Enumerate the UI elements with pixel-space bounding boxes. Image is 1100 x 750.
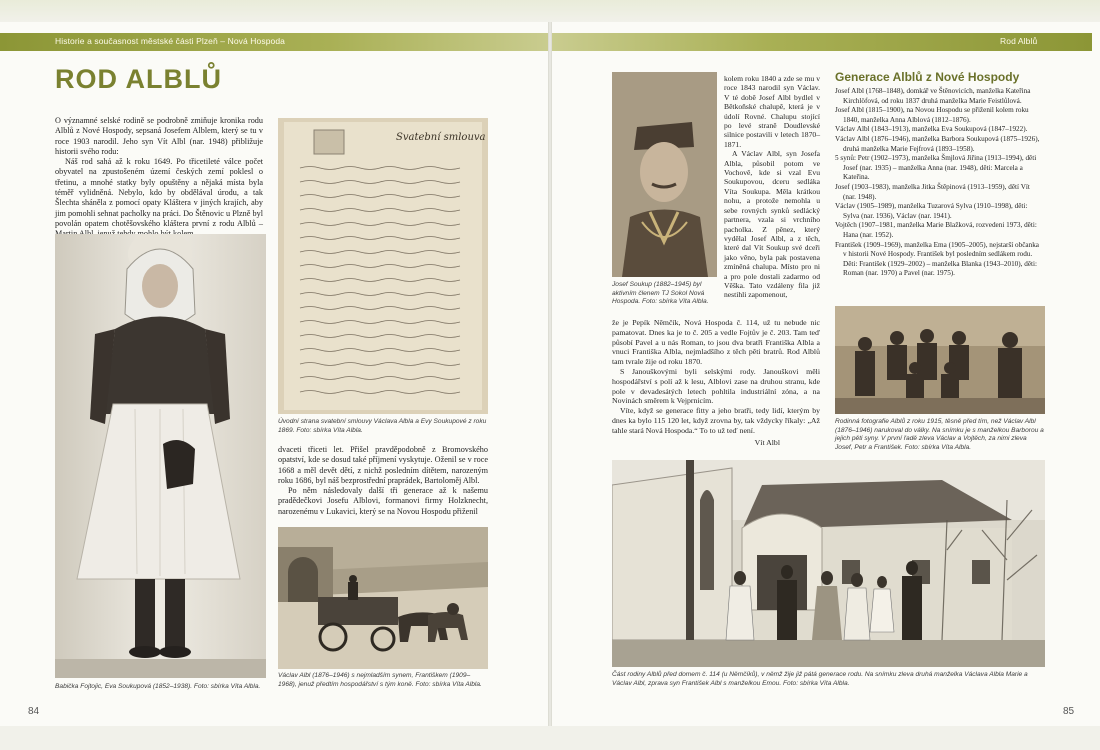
running-header-left: Historie a současnost městské části Plzeň – Nová Hospoda xyxy=(55,36,286,46)
generation-entry: Josef Albl (1768–1848), domkář ve Štěnovicích, manželka Kateřina Kirchlöfová, od roku 1837 druhá manželka Marie Feistlůlová. xyxy=(835,87,1031,105)
left-text-column xyxy=(55,116,263,240)
photo-document xyxy=(278,118,488,414)
right-paragraph-5: Víte, když se generace fitty a jeho bratři, tedy lidí, kterým by dnes ka bylo 115 120 let, když zrovna by, tak vždycky říkaly: „Až tahle stará Nová Hospoda.“ To to už teď není. xyxy=(612,406,820,435)
photo-family xyxy=(835,306,1045,414)
right-paragraph-4: S Janouškovými byli selskými rody. Janouškovi měli hospodářství s polí až k lesu, Alblovi zase na druhou stranu, kde pole v devadesátých letech pohltila industriální zóna, a na Novinách směrem k Vejprnicím. xyxy=(612,366,820,406)
woman-figure xyxy=(55,234,266,678)
generation-entry: Josef Albl (1815–1900), na Novou Hospodu se přiženil kolem roku 1840, manželka Anna Alblová (1812–1876). xyxy=(835,106,1029,124)
family-group xyxy=(835,306,1045,414)
caption-house: Část rodiny Alblů před domem č. 114 (u Němčíků), v němž žije již pátá generace rodu. Na snímku zleva druhá manželka Václava Albla Marie a Václav Albl, zprava syn František Albl s manželkou Emou. Foto: sbírka Víta Albla. xyxy=(612,671,1028,687)
gutter xyxy=(548,22,552,726)
middle-text-column xyxy=(278,445,488,517)
photo-wagon xyxy=(278,527,488,669)
history-paragraph: Náš rod sahá až k roku 1649. Po třicetileté válce počet obyvatel na zpustošeném území českých zemí poklesl o třetinu, a mnohé statky byly opuštěny a nějaká místa byla téměř vylidněná. Nebylo, kdo by obdělával úrodu, a tak Šlechta sháněla z pomocí opaty Kláštera v jiných krajích, aby jim pomohli sehnat pacholky na práci. Do Štěnovic u Plzně byl povolán opatem chotěšovského kláštera první z rodu Alblů – xyxy=(55,157,263,228)
generations-heading: Generace Alblů z Nové Hospody xyxy=(835,70,1020,84)
caption-man: Josef Soukup (1882–1945) byl aktivním členem TJ Sokol Nová Hospoda. Foto: sbírka Víta Albla. xyxy=(612,281,709,305)
photo-house xyxy=(612,460,1045,667)
generation-entry: Josef (1903–1983), manželka Jitka Štěpinová (1913–1959), dětí Vít (nar. 1948). xyxy=(835,182,1030,201)
photo-woman xyxy=(55,234,266,678)
page-number-left: 84 xyxy=(28,706,40,717)
house-with-family xyxy=(612,460,1045,667)
intro-paragraph: O významné selské rodině se podrobně zmiňuje kronika rodu Alblů z Nové Hospody, sepsaná Josefem Alblem, který se tu v roce 1903 narodil. Jeho syn Vít Albl (nar. 1948) přibližuje historii svého rodu: xyxy=(55,116,263,156)
document-heading: Svatební smlouva xyxy=(396,132,486,143)
middle-paragraph-1: dvaceti třiceti let. Přišel pravděpodobně z Bromovského opatství, kde se dosud také příjmení vyskytuje. Oženil se v roce 1668 a měl devět dětí, z nichž posledním dítětem, narozeným roku 1686, byl náš bezprostřední praprádek, Bartoloměj Albl. xyxy=(278,445,488,485)
generation-entry: Václav Albl (1843–1913), manželka Eva Soukupová (1847–1922). xyxy=(835,125,1028,134)
page-number-right: 85 xyxy=(1063,706,1075,717)
generation-entry: František (1909–1969), manželka Ema (1905–2005), nejstarší občanka v historii Nové Hospody. František byl posledním sedlákem rodu. Děti: František (1929–2002) – manželka Blanka (1943–2010), děti: Roman (nar. 1970) a Pavel (nar. 1975). xyxy=(835,240,1039,278)
page-title: ROD ALBLŮ xyxy=(55,64,222,94)
generations-list xyxy=(835,87,1043,279)
caption-woman: Babička Fojtojic, Eva Soukupová (1852–1938). Foto: sbírka Víta Albla. xyxy=(55,683,261,690)
right-paragraph-3: že je Pepík Němčík, Nová Hospoda č. 114, už tu nebude nic pamatovat. Dnes ka je to č. 205 a vedle Fojtův je č. 203. Tam teď působí Pavel a u nás Roman, to jsou dva bratři Františka Albla a vnuci Františka Albla, nejmladšího z těch pěti bratrů. Rod Alblů tam tvrale žije od roku 1870. xyxy=(612,318,820,367)
running-header-right: Rod Alblů xyxy=(1000,36,1038,46)
middle-paragraph-2: Po něm následovaly další tři generace až k našemu pradědečkovi Josefu Alblovi, formanovi firmy Holzknecht, narozenému v Lukavici, který se na Novou Hospodu přiženil xyxy=(278,486,488,516)
generation-entry: Václav (1905–1989), manželka Tuzarová Sylva (1910–1998), děti: Sylva (nar. 1936), Václav (nar. 1941). xyxy=(835,202,1028,220)
generation-entry: Václav Albl (1876–1946), manželka Barbora Soukupová (1875–1926), druhá manželka Marie Fejfrová (1893–1958). xyxy=(835,134,1040,153)
generation-entry: Vojtěch (1907–1981, manželka Marie Blažková, rozvedeni 1973, děti: Hana (nar. 1952). xyxy=(835,221,1037,239)
right-paragraph-2: A Václav Albl, syn Josefa Albla, působil potom ve Vochově, kde si vzal Evu Soukupovou, dceru sedláka Víta Soukupa. Měla krátkou nohu, a protože nemohla u sebe rovných synků sedlácký partnera, vzala si vrchního pacholka. Z pěnez, který vydělal Josef Albl, a z těch, které dal Vít Soukup své dceři jako věno, byla pak postavena zmíněná chalupa. Místo pro ni a pro pole dostali zadarmo od Věška. Tato vzdáleny fila již nestihli zapomenout, xyxy=(724,149,820,300)
signature: Vít Albl xyxy=(754,437,780,447)
right-wide-column xyxy=(612,318,820,447)
horse-wagon-scene xyxy=(278,527,488,669)
right-paragraph-1: kolem roku 1840 a zde se mu v roce 1843 narodil syn Václav. V té době Josef Albl bydlel v Bětkoňské chalupě, která je v údolí Rovné. Chalupu stojící po levé straně Doudlevské silnice postavili v letech 1870–1871. xyxy=(724,74,820,149)
caption-document: Úvodní strana svatební smlouvy Václava Albla a Evy Soukupové z roku 1869. Foto: sbírka Víta Albla. xyxy=(278,418,487,434)
photo-man xyxy=(612,72,717,277)
caption-wagon: Václav Albl (1876–1946) s nejmladším synem, Františkem (1909–1968), jenuž předtím hospodářství s tým koně. Foto: sbírka Víta Albla. xyxy=(278,672,482,688)
handwritten-document xyxy=(278,118,488,414)
caption-family: Rodinná fotografie Alblů z roku 1915, těsně před tím, než Václav Albl (1876–1946) narukoval do války. Na snímku je s manželkou Barborou a jejich pěti syny. V první řadě zleva Václav a Vojtěch, za nimi zleva Josef, Petr a František. Foto: sbírka Víta Albla. xyxy=(835,418,1044,451)
generation-entry: 5 synů: Petr (1902–1973), manželka Šmjlová Jiřina (1913–1994), děti Josef (nar. 1935) – manželka Anna (nar. 1948), děti: Marcela a Kateřina. xyxy=(835,154,1037,182)
man-portrait xyxy=(612,72,717,277)
top-band xyxy=(0,0,1100,22)
right-narrow-column xyxy=(724,74,820,300)
